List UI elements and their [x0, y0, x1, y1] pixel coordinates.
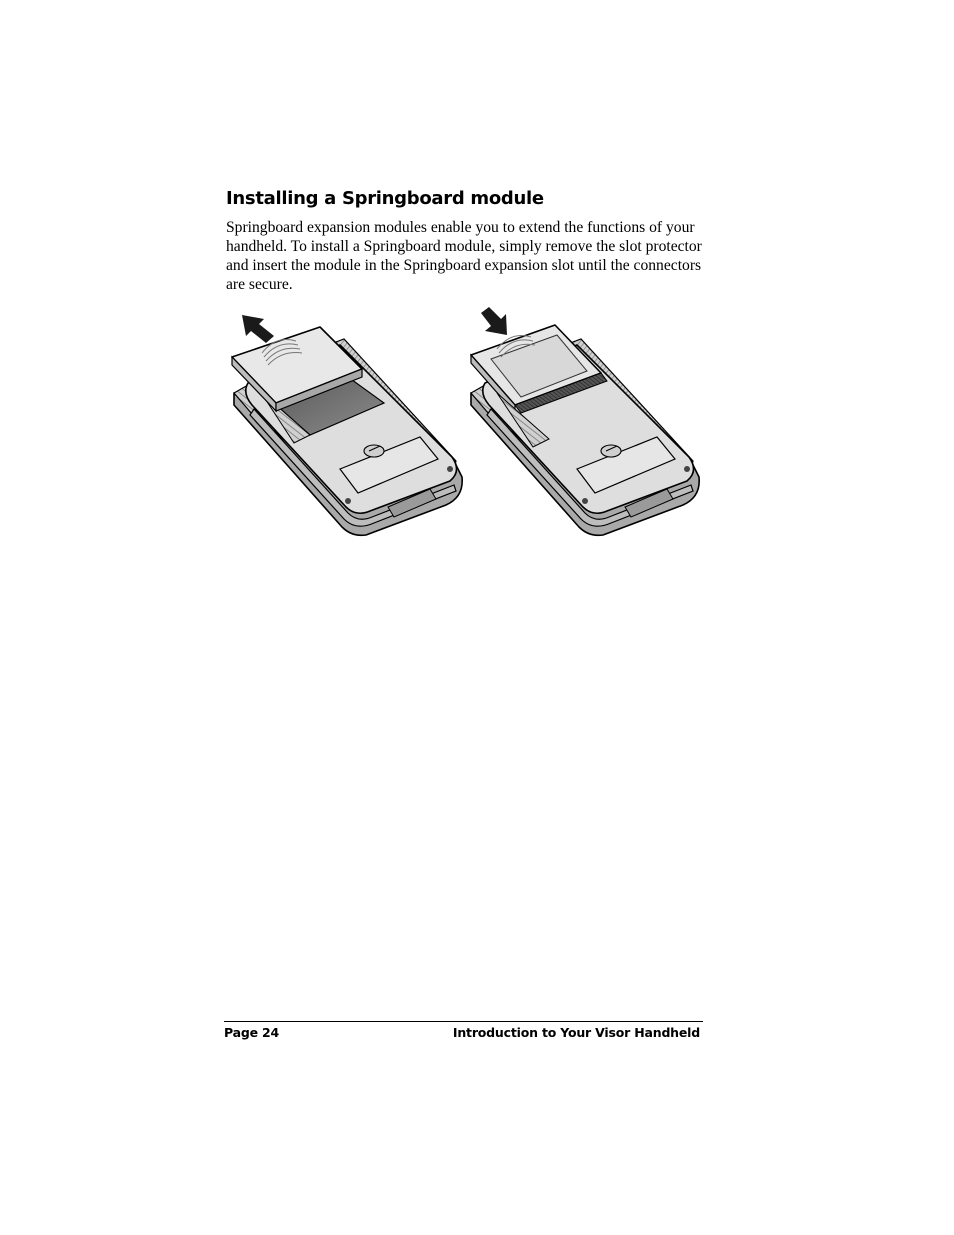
- footer-chapter-title: Introduction to Your Visor Handheld: [452, 1025, 700, 1040]
- remove-arrow-icon: [242, 315, 274, 343]
- handheld-removing-protector: [232, 315, 462, 535]
- section-paragraph: Springboard expansion modules enable you to extend the functions of your handheld. To install a Springboard module, simply remove the slot protector and insert the module in the Springboard expansion slot until the connectors are secure.: [226, 219, 702, 293]
- section-heading: Installing a Springboard module: [226, 188, 544, 209]
- handheld-inserting-module: [471, 307, 699, 535]
- insert-arrow-icon: [481, 307, 507, 335]
- footer-page-number: Page 24: [224, 1025, 280, 1040]
- springboard-illustration: [224, 305, 714, 545]
- footer-divider: [224, 1021, 703, 1022]
